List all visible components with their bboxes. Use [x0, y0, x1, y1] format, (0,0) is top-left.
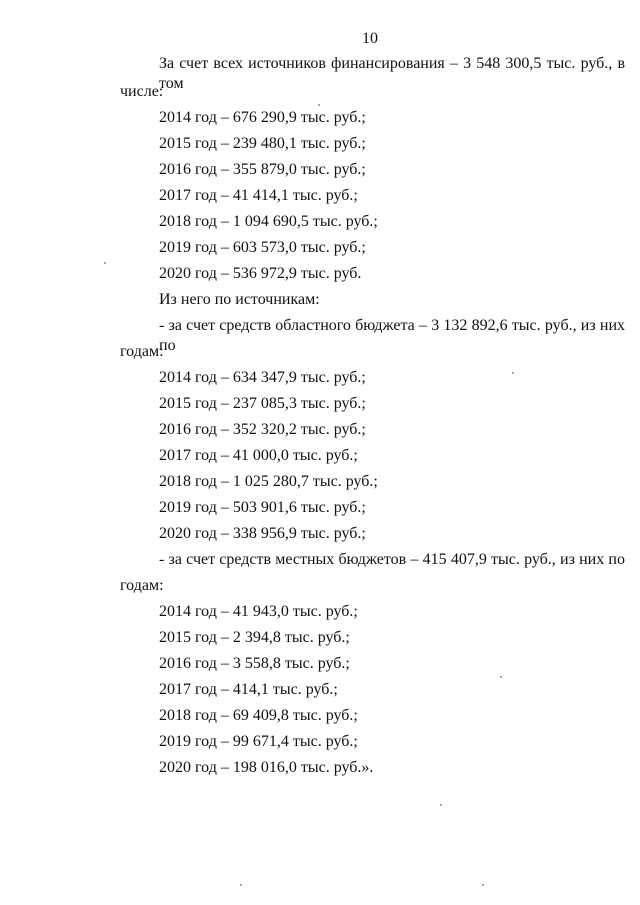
total-year-2016: 2016 год – 355 879,0 тыс. руб.;: [159, 161, 366, 178]
scan-speck: [240, 884, 242, 886]
regional-year-2014: 2014 год – 634 347,9 тыс. руб.;: [159, 369, 366, 386]
local-year-2018: 2018 год – 69 409,8 тыс. руб.;: [159, 707, 358, 724]
total-year-2018: 2018 год – 1 094 690,5 тыс. руб.;: [159, 213, 378, 230]
scan-speck: [500, 676, 502, 678]
local-year-2016: 2016 год – 3 558,8 тыс. руб.;: [159, 655, 350, 672]
intro-line-2: числе:: [120, 83, 164, 100]
regional-budget-line-2: годам:: [120, 343, 164, 360]
total-year-2020: 2020 год – 536 972,9 тыс. руб.: [159, 265, 362, 282]
scan-speck: [104, 262, 106, 264]
local-year-2019: 2019 год – 99 671,4 тыс. руб.;: [159, 733, 358, 750]
regional-budget-line-1: - за счет средств областного бюджета – 3 132 892,6 тыс. руб., из них по: [159, 317, 625, 354]
local-budget-line-1: - за счет средств местных бюджетов – 415 407,9 тыс. руб., из них по: [159, 551, 625, 568]
total-year-2019: 2019 год – 603 573,0 тыс. руб.;: [159, 239, 366, 256]
intro-line-1: За счет всех источников финансирования – 3 548 300,5 тыс. руб., в том: [159, 55, 625, 92]
local-year-2017: 2017 год – 414,1 тыс. руб.;: [159, 681, 338, 698]
regional-year-2016: 2016 год – 352 320,2 тыс. руб.;: [159, 421, 366, 438]
page-number: 10: [362, 30, 378, 47]
sources-heading: Из него по источникам:: [159, 291, 320, 308]
regional-year-2015: 2015 год – 237 085,3 тыс. руб.;: [159, 395, 366, 412]
local-year-2020: 2020 год – 198 016,0 тыс. руб.».: [159, 759, 374, 776]
regional-year-2019: 2019 год – 503 901,6 тыс. руб.;: [159, 499, 366, 516]
local-year-2014: 2014 год – 41 943,0 тыс. руб.;: [159, 603, 358, 620]
total-year-2014: 2014 год – 676 290,9 тыс. руб.;: [159, 109, 366, 126]
total-year-2015: 2015 год – 239 480,1 тыс. руб.;: [159, 135, 366, 152]
regional-year-2020: 2020 год – 338 956,9 тыс. руб.;: [159, 525, 366, 542]
local-budget-line-2: годам:: [120, 577, 164, 594]
scan-speck: [440, 804, 442, 806]
local-year-2015: 2015 год – 2 394,8 тыс. руб.;: [159, 629, 350, 646]
total-year-2017: 2017 год – 41 414,1 тыс. руб.;: [159, 187, 358, 204]
scan-speck: [482, 884, 484, 886]
regional-year-2018: 2018 год – 1 025 280,7 тыс. руб.;: [159, 473, 378, 490]
scan-speck: [318, 104, 320, 106]
regional-year-2017: 2017 год – 41 000,0 тыс. руб.;: [159, 447, 358, 464]
scan-speck: [512, 372, 514, 374]
